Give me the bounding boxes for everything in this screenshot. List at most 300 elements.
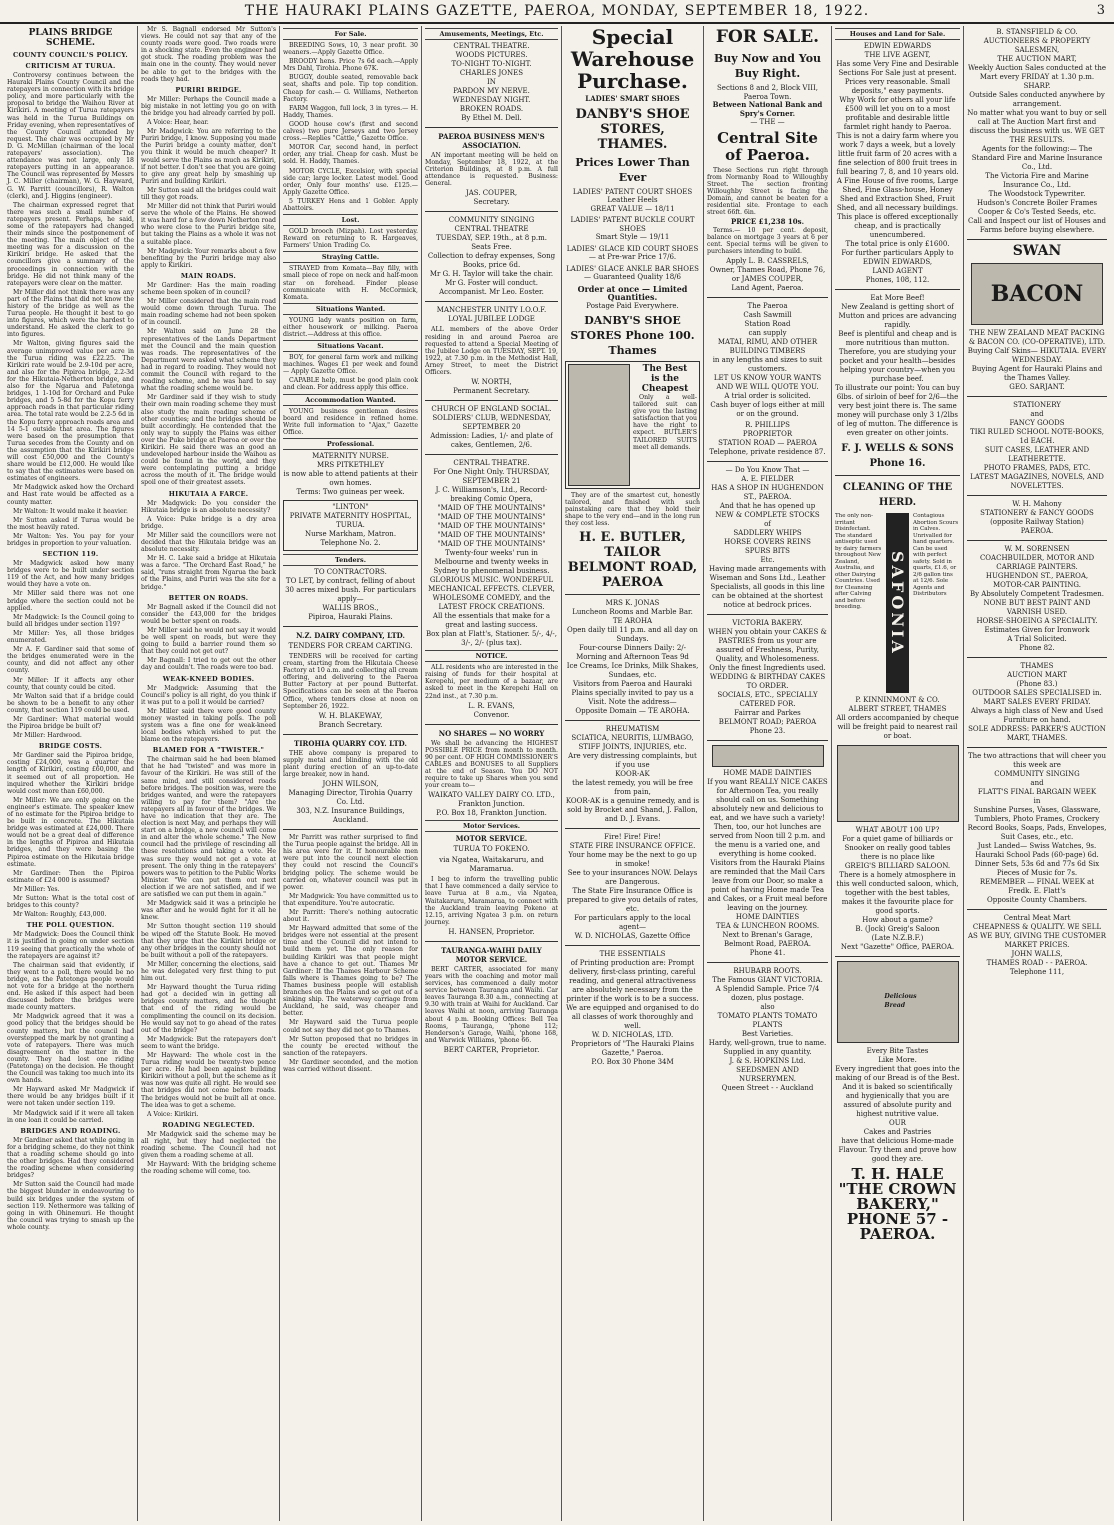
newspaper-columns (4, 26, 1110, 1521)
ad-line: We are equipped and organised to do all classes of work thoroughly and well. (566, 1004, 699, 1031)
ad-line: EDWIN EDWARDS, (862, 258, 933, 266)
ad-line: JAS. COUPER, (465, 189, 518, 198)
ad-line: F. J. WELLS & SONS (841, 443, 954, 454)
ad-line: DANBY'S SHOE (575, 106, 690, 122)
ad-line: WHEN you obtain your CAKES & PASTRIES from us your are assured of Freshness, Purity, Quality, and Wholesomeness. (708, 628, 827, 664)
paragraph: Mr Madgwick said it was a principle he was after and he would fight for it all he knew. (141, 900, 276, 922)
ad-line: Leather Heels (607, 196, 658, 204)
article-body (7, 560, 134, 739)
ad-line: Always a high class of New and Used Furniture on hand. (970, 707, 1104, 724)
man-illustration (568, 364, 630, 486)
ad-line: All orders accompanied by cheque will be freight paid to nearest rail or boat. (836, 714, 959, 740)
paragraph: GOOD house cow's (first and second calves) two pure Jerseys and two Jersey cross.—Replies "Cattle," Gazette Office. (283, 120, 418, 143)
masthead-title: THE HAURAKI PLAINS GAZETTE, PAEROA, MONDAY, SEPTEMBER 18, 1922. (244, 3, 870, 19)
article-body (141, 282, 276, 487)
quarry-body: THE above company is prepared to supply metal and blinding with the old plant during erection of an up-to-date large breaker, now in hand. (283, 749, 418, 778)
ad-line: THE LIVE AGENT, (864, 51, 931, 59)
classified-item: YOUNG lady wants position on farm, either housework or milking. Paeroa district.—Address at this office. (283, 316, 418, 338)
ad-line: or JAMES COUPER, (731, 275, 804, 284)
article-body (141, 26, 276, 83)
danby-name (565, 107, 700, 152)
ad-line: Secretary. (473, 198, 510, 207)
ad-line: Pipiroa, Hauraki Plains. (308, 612, 393, 621)
ad-line: (Phone 83.) (1016, 680, 1058, 688)
paragraph: Mr Gardiner: Then the Pipiroa estimate of £24 000 is assumed? (7, 869, 134, 884)
ad-line: The Victoria Fire and Marine Insurance Co., Ltd. (985, 172, 1089, 189)
flatt-ad (967, 752, 1107, 905)
paragraph: Mr Miller, concerning the elections, said he was delegated very first thing to put him out. (141, 960, 276, 983)
ad-line: CHARLES JONES (459, 69, 524, 77)
ad-line: A Splendid Sample. Price 7/4 dozen, plus postage. (715, 985, 820, 1003)
ad-line: AUCTION MART (1007, 671, 1067, 679)
ad-line: Hardy, well-grown, true to name. Supplied in any quantity. (708, 1039, 827, 1057)
paragraph: Mr A. F. Gardiner said that some of the bridges enumerated were in the county, and did not affect any other county. (7, 646, 134, 675)
ad-line: Cash buyer of logs either at mill or on the ground. (710, 401, 825, 419)
ad-line: Etc. (760, 556, 775, 565)
ad-line: TURUA. (336, 520, 365, 529)
classified-item: STRAYED from Komata—Bay filly, with small piece of rope on neck and half-moon star on forehead. Finder please communicate with H. McCormick, Komata. (283, 265, 418, 301)
ad-line: KOOR-AK (615, 770, 650, 779)
ad-line: HAS A SHOP IN HUGHENDON ST., PAEROA. (711, 484, 824, 502)
ad-line: Permanent Secretary. (453, 387, 530, 396)
buy-now (707, 51, 828, 81)
paragraph: Mr Miller: We are only going on the engineer's estimate. The speaker knew of no estimate for the Pipiroa bridge to be built in concrete. The Hikutaia bridge was estimated at £24,000. There would not be a great deal of difference in the lengths of Pipiroa and Hikutaia bridges, and they were basing the Pipiroa estimate on the Hikutaia bridge estimate. (7, 796, 134, 868)
ad-line: can supply (748, 329, 787, 338)
ad-line: LET US KNOW YOUR WANTS AND WE WILL QUOTE YOU. (713, 374, 822, 392)
paragraph: Mr Miller said there were good county money wasted in taking polls. The poll system was a fine one for weak-kneed local bodies which wished to put the blame on the ratepayers. (141, 707, 276, 744)
sections-line: Sections 8 and 2, Block VIII, Paeroa Town. (717, 84, 818, 101)
ad-line: L. R. EVANS, (468, 701, 515, 710)
ad-line: Station Road (744, 320, 791, 329)
ad-line: PHONE 57 - PAEROA. (846, 1210, 949, 1243)
ad-line: MATERNITY NURSE. (312, 451, 389, 460)
houses-head: Houses and Land for Sale. (835, 28, 960, 40)
stansfield-ad (967, 28, 1107, 235)
dairy-title: N.Z. DAIRY COMPANY, LTD. (296, 630, 405, 640)
ad-line: 303, N.Z. Insurance Buildings, Auckland. (296, 807, 405, 825)
ad-line: Central Site (717, 128, 818, 147)
ad-line: Fire! Fire! Fire! (604, 833, 661, 842)
ad-line: — Do You Know That — (725, 466, 810, 475)
paragraph: Mr Hayward: With the bridging scheme the roading scheme will come, too. (141, 1161, 276, 1176)
victoria-bakery-ad (707, 619, 828, 736)
ad-line: A trial order is solicited. (724, 392, 811, 401)
paragraph: Mr Hayward said the Turua people could not say they did not go to Thames. (283, 1019, 418, 1034)
quarry-title: TIROHIA QUARRY COY. LTD. (294, 738, 407, 748)
ad-line: A Fine House of five rooms, Large Shed, Fine Glass-house, Honey Shed and Extraction Shed, Fruit Shed, and all necessary buildings. (836, 177, 959, 212)
ad-line: PROPRIETOR (742, 430, 793, 439)
ad-line: W. M. SORENSEN (1004, 545, 1070, 553)
motor-signature: H. HANSEN, Proprietor. (448, 927, 535, 936)
classified-head: Lost. (283, 214, 418, 226)
ad-line: Has some Very Fine and Desirable Sections For Sale just at present. Prices very reasonable. Small deposits," easy payments. (836, 60, 959, 95)
phillips-ad (707, 421, 828, 457)
ad-line: HOME MADE DAINTIES (723, 769, 812, 778)
swan-title: SWAN (1012, 243, 1062, 259)
ad-line: CENTRAL THEATRE. (453, 42, 530, 50)
ad-line: Land Agent, Paeroa. (731, 284, 804, 293)
ad-line: "THE CROWN BAKERY," (838, 1180, 957, 1213)
ad-line: MRS K. JONAS (605, 599, 660, 608)
ad-line: RHUBARB ROOTS. (733, 967, 802, 976)
paragraph: Mr Sutton thought section 119 should be wiped off the Statute Book. He moved that they urge that the Kirikiri bridge or any other bridges in the county should not be built without a poll of the ratepayers. (141, 923, 276, 959)
shares-body: We shall be advancing the HIGHEST POSSIBLE PRICE from month to month. 90 per cent. OF HIGH COMMISSIONER'S CABLES and BONUSES to all Suppliers at the end of Season. You DO NOT require to take up Shares when you send your cream to— (425, 739, 558, 790)
article-body (7, 752, 134, 918)
ad-line: Are very distressing complaints, but if you use (568, 752, 697, 770)
section-head: BRIDGES AND ROADING. (20, 1126, 121, 1135)
ad-line: W. H. BLAKEWAY, (318, 711, 383, 720)
paragraph: Mr Madgwick: You have committed us to that expenditure. You're autocratic. (283, 892, 418, 907)
motor-via: via Ngatea, Waitakaruru, and Maramarua. (439, 856, 544, 874)
paragraph: Mr Gardiner seconded, and the motion was carried without dissent. (283, 1058, 418, 1073)
headline: PLAINS BRIDGE SCHEME. (28, 28, 113, 48)
ad-line: New Zealand is getting short of Mutton and prices are advancing rapidly. (838, 303, 957, 329)
ad-line: Phone 16. (869, 458, 926, 469)
section-head: BLAMED FOR A "TWISTER." (152, 746, 265, 755)
ad-line: "MAID OF THE MOUNTAINS" (437, 504, 546, 513)
ad-line: Estimates Given for Ironwork (984, 626, 1090, 634)
ad-line: See to your insurances NOW. Delays are Dangerous. (567, 869, 698, 887)
ad-line: Luncheon Rooms and Marble Bar. (572, 608, 693, 617)
shares-signature (425, 791, 558, 818)
paragraph: BUGGY, double seated, removable back seat, shafts and pole. Tip top condition. Cheap for cash.— G. Williams, Netherton Factory. (283, 74, 418, 103)
tastes-ad (835, 1047, 960, 1164)
ad-line: TAILOR (604, 545, 661, 561)
tauranga-signature: BERT CARTER, Proprietor. (443, 1045, 540, 1054)
section-head: WEAK-KNEED BODIES. (162, 674, 255, 683)
paragraph: Mr S. Bagnall endorsed Mr Sutton's views. He could not say that any of the county roads were good. Two roads were in a shocking state. Even the engineer had got stuck. The roading problem was the main one in the county. They would never be able to get to the bridges with the roads they had. (141, 26, 276, 83)
subhead: COUNTY COUNCIL'S POLICY. (13, 51, 128, 59)
ad-line: Telephone, private residence 87. (709, 448, 826, 457)
ad-line: TIKI RULED SCHOOL NOTE-BOOKS, 1d EACH. (970, 428, 1104, 445)
fielder-ad (707, 466, 828, 610)
ad-line: Buying Agent for Hauraki Plains and the Thames Valley. (971, 365, 1103, 382)
ad-line: WALLIS BROS., (322, 603, 379, 612)
paragraph: Mr Madgwick: Is the Council going to build all bridges under section 119? (7, 613, 134, 628)
ad-line: Four-course Dinners Daily: 2/- (578, 644, 686, 653)
paragraph: The chairman expressed regret that there was such a small number of ratepayers present. Perhaps, he said, some of the ratepayers had changed their minds since the postponement of the meeting. The main object of the meeting was for a discussion on the Kirikiri bridge. He asked that the councillors give a summary of the proceedings in connection with the bridge. He did not think many of the ratepayers were clear on the matter. (7, 201, 134, 287)
paragraph: Mr Madgwick: Assuming that the Council's policy is all right, do you think if it was put to a poll it would be carried? (141, 684, 276, 706)
beef-ad (835, 294, 960, 438)
ad-line: SUIT CASES, LEATHER AND LEATHERETTE. (984, 446, 1090, 463)
paragraph: Mr Miller: Yes. (13, 885, 60, 893)
for-sale-title: FOR SALE. (715, 27, 820, 47)
ad-line: £500 will let you on to a most profitable and desirable little farmlet right handy to Paeroa. (843, 105, 952, 131)
classified-item: GOLD brooch (Mizpah). Lost yesterday. Reward on returning to R. Hargeaves, Farmers' Union Trading Co. (283, 228, 418, 250)
ad-line: GEO. SARJANT. (1009, 383, 1065, 391)
paragraph: Mr Gardiner asked that while going in for a bridging scheme, do they not think that a roading scheme should go into the other bridges. Had they considered the roading scheme when considering bridges? (7, 1136, 134, 1180)
quarry-signature (283, 780, 418, 825)
best-body-2: They are of the smartest cut, honestly tailored, and finished with such painstaking care that they hold their shape to the very end—and in the long run they cost less. (565, 492, 700, 528)
linton-hospital-ad (283, 500, 418, 551)
ad-line: How about a game? (862, 916, 933, 924)
ad-line: NONE BUT BEST PAINT AND VARNISH USED. (983, 599, 1091, 616)
ad-line: LADIES' GLACE KID COURT SHOES— at Pre-war Price 17/6. (566, 244, 699, 261)
section-head: HIKUTAIA A FARCE. (168, 489, 249, 498)
ad-line: TO LET, by contract, felling of about 30 acres mixed bush. For particulars apply— (285, 576, 416, 603)
ad-line: HUGHENDON ST., PAEROA, (985, 572, 1089, 580)
church-social-ad (425, 405, 558, 450)
column-1 (4, 26, 138, 1521)
ad-line: RHEUMATISM (605, 725, 660, 734)
ad-line: PHOTO FRAMES, PADS, ETC. (983, 464, 1091, 472)
ad-line: OUTDOOR SALES SPECIALISED in. (972, 689, 1102, 697)
paragraph: Mr Gardiner said if they wish to study their own main roading scheme they must also study the main roading scheme of other counties; and the bridges should be built accordingly. He contended that the only way to supply the Plains was either over the Puke bridge at Paeroa or over the Kirikiri. He said there was an good an undeveloped harbour inside the Waihou as could be found in the world, and they were contemplating putting a bridge across the mouth of it. The bridge would spoil one of their greatest assets. (141, 394, 276, 487)
ad-line: The Woodstock Typewriter. (988, 190, 1086, 198)
maid-of-mountains-ad (425, 459, 558, 648)
article-body (141, 756, 276, 1118)
bacon-logo (971, 263, 1103, 325)
paragraph: Mr Walton said on June 28 the representatives of the Lands Department met the Council and the main question was roads. The representatives of the Department were asked what scheme they had in regard to roading. They would not commit the Council with regard to the roading scheme, and he was hard to say what the roading scheme would be. (141, 328, 276, 393)
ad-line: JOHN WALLS, (1011, 950, 1063, 958)
business-body: AN important meeting will be held on Monday, September 18, 1922, at the Criterion Buildings, at 8 p.m. A full attendance is requested. Business: General. (425, 152, 558, 188)
paragraph: Mr Miller said he would not say it would be well spent on roads, but were they going to build a barrier round them so that they could not get out? (141, 626, 276, 656)
billiards-ad (835, 826, 960, 952)
ad-line: Phone 41. (749, 949, 786, 958)
column-2 (138, 26, 280, 1521)
ad-line: NEW & COMPLETE STOCKS (715, 511, 820, 520)
paragraph: Mr H. C. Lake said a bridge at Hikutaia was a farce. "The Orchard East Road," he said, "runs straight from Ngarua the back of the Plains, and Puriri was the site for a bridge." (141, 555, 276, 591)
ad-line: SADDLERY WHIPS (733, 529, 802, 538)
ad-line: SOLE ADDRESS: PARKER'S AUCTION MART, THAMES. (968, 725, 1106, 742)
paragraph: Mr Walton said that if a bridge could be shown to be a benefit to any other county, that section 119 could be used. (7, 692, 134, 714)
paragraph: Mr Miller did not think that Puriri would serve the whole of the Plains. He showed it was hard for a few down Netherton road who were close to the Puriri bridge site, but taking the Plains as a whole it was not a suitable place. (141, 203, 276, 246)
ad-line: MOTOR-CAR PAINTING. (993, 581, 1081, 589)
ad-line: SEEDSMEN AND NURSERYMEN. (736, 1066, 799, 1084)
paragraph: Mr Hayward: The whole cost in the Turua riding would be twenty-two pence per acre. He had been against building Kirikiri without a poll, but the scheme as it was now was quite all right. He would see that bridges did not come before roads. The bridges would not be built all at once. The idea was to get a scheme. (141, 1052, 276, 1109)
ad-line: The State Fire Insurance Office is prepared to give you details of rates, etc. (566, 887, 699, 914)
classified-item: YOUNG business gentleman desires board and residence in refined home. Write full information to "Ajax," Gazette Office. (283, 407, 418, 436)
paragraph: Mr Miller said there was not one bridge where the section could not be applied. (7, 590, 134, 612)
ad-line: J. & S. HOPKINS Ltd. (729, 1057, 806, 1066)
shoe-item (565, 216, 700, 242)
dairy-body: TENDERS will be received for carting cream, starting from the Hikutaia Cheese Factory at 10 a.m. and collecting all cream offering, and delivering to the Paeroa Butter Factory at per pound Butterfat. Specifications can be seen at the Paeroa Office, where tenders close at noon on September 26, 1922. (283, 652, 418, 710)
central-body: These Sections run right through from Normanby Road to Willoughby Street. The section fronting Willoughby Street is facing the Domain, and cannot be beaten for a residential site. Frontage to each street 66ft. 6in. (707, 166, 828, 217)
section-head: BRIDGE COSTS. (38, 742, 103, 751)
ad-line: and (1030, 410, 1044, 418)
ad-line: Proprietors of "The Hauraki Plains Gazette," Paeroa. (571, 1040, 694, 1058)
ad-line: VICTORIA BAKERY. (732, 619, 803, 628)
paragraph: Mr Walton: Roughly, £43,000. (13, 911, 107, 919)
paragraph: Mr Walton, giving figures said the average unimproved value per acre in the Turua riding was £22.25. The Kirikiri rate would be 2.9-10d per acre, and also for the Pipiroa bridge, 2.2-3d for the Hikutaia-Netherton bridge, and also for the Ngarua and Patetonga bridges, 1 1-10d for Orchard and Puke bridges, and 5 5-8d for the Kopu ferry approach roads in that particular riding area. The total rate would be 2.2-5 6d in the Kopu ferry approach roads area and 14 5-1 outside that area. The figures were based on the presumption that Turua secedes from the County and on the assumption that the Kirikiri bridge will cost £50,000 and the County's share would be £12,000. He would like to say that the estimates were based on estimates of engineers. (7, 340, 134, 483)
paragraph: BROODY hens. Price 7s 6d each.—Apply Mrs Dahl, Tirohia. Phone 67K. (283, 58, 418, 73)
order-line: Order at once — Limited Quantities. (577, 283, 688, 302)
ad-line: Call and Inspect our list of Houses and Farms before buying elsewhere. (967, 217, 1107, 234)
ad-line: is now able to attend patients at their own homes. (283, 469, 418, 487)
prices-line: Prices Lower Than Ever (575, 155, 690, 184)
lodge-title (425, 306, 558, 324)
ad-line: W. NORTH, (471, 378, 512, 387)
ad-line: Hauraki School Pads (60-page) 6d. Dinner Sets, 53s 6d and 77s 6d Six Pieces of Music for 7s. (974, 851, 1100, 877)
ad-line: PAEROA. (1020, 527, 1054, 535)
paragraph: Mr Miller: Hardwood. (13, 732, 82, 740)
ad-line: W. H. Mahony (1012, 500, 1062, 508)
ad-line: Convenor. (473, 710, 510, 719)
notice-signature (425, 702, 558, 720)
paragraph: Mr Hayward thought the Turua riding had got a decided win in getting all bridges county matters, and he thought that end of the riding would be complimenting the council on its decision. He would say not to go ahead of the rates out of the bridge? (141, 984, 276, 1034)
dairy-signature (283, 712, 418, 730)
ad-line: Opposite County Chambers. (987, 896, 1087, 904)
edwards-ad (835, 42, 960, 285)
ad-line: SPURS BITS (745, 547, 790, 556)
ad-line: STORES, (600, 121, 665, 137)
ad-line: Next "Gazette" Office, PAEROA. (840, 943, 955, 951)
ad-line: W. D. NICHOLAS, LTD. (591, 1031, 674, 1040)
ad-line: Telephone 111, (1009, 968, 1065, 976)
cleaning-left: The only non-irritant Disinfectant. The standard antiseptic used by dairy farmers throughout New Zealand, Australia, and other Dairying Countries. Used for Cleansing after Calving and before breeding. (835, 513, 882, 610)
ad-line: Outside Sales conducted anywhere by arrangement. (969, 91, 1105, 108)
central-theatre-ad (425, 42, 558, 123)
ad-line: SOCIALS, ETC., SPECIALLY CATERED FOR. (717, 691, 818, 709)
ad-line: LAND AGENT (872, 267, 923, 275)
paragraph: CAPABLE help, must be good plain cook and clean. For address apply this office. (283, 377, 418, 392)
butler-ad (565, 361, 700, 489)
ad-line: TEA & LUNCHEON ROOMS. (715, 922, 820, 931)
ad-line: P.O. Box 30 Phone 34M (591, 1058, 674, 1067)
paragraph: 5 TURKEY Hens and 1 Gobler. Apply Abattoirs. (283, 197, 418, 212)
ad-line: STATIONERY & FANCY GOODS (980, 509, 1094, 517)
ad-line: Morning and Afternoon Teas 9d (576, 653, 689, 662)
ad-line: BROKEN ROADS. (459, 105, 524, 113)
ad-line: Ice Creams, Ice Drinks, Milk Shakes, Sundaes, etc. (566, 662, 699, 680)
lodge-signature (425, 378, 558, 396)
ad-line: TOMATO PLANTS TOMATO PLANTS (717, 1012, 818, 1030)
paragraph: The chairman said that evidently, if they went to a poll, there would be no bridge, as the Patetonga people would not vote for a bridge at the northern end. He asked if this aspect had been discussed before the bridges were made county matters. (7, 961, 134, 1012)
ad-line: FANCY GOODS (1009, 419, 1065, 427)
mahony-ad (967, 500, 1107, 536)
ad-line: Terms: Two guineas per week. (296, 487, 405, 496)
article-body (141, 1131, 276, 1176)
ad-line: Managing Director, Tirohia Quarry Co. Ltd. (288, 789, 413, 807)
paragraph: Mr Madgwick asked how many bridges were to be built under section 119 of the Act, and how many bridges would they have a vote on. (7, 560, 134, 589)
section-head: THE POLL QUESTION. (26, 921, 115, 930)
paragraph: Mr Madgwick: Does the Council think it is justified in going on under section 119 seeing that practically the whole of the ratepayers are against it? (7, 931, 134, 960)
ad-line: Buying Calf Skins— HIKUTAIA. EVERY WEDNESDAY. (967, 347, 1107, 364)
ad-line: Open daily till 11 p.m. and all day on Sundays. (567, 626, 698, 644)
ad-line: A. E. FIELDER (741, 475, 794, 484)
bread-illustration (837, 961, 959, 1043)
rhubarb-ad (707, 967, 828, 1093)
ad-line: PRIVATE MATERNITY HOSPITAL, (289, 511, 412, 520)
ad-line: COMMUNITY SINGING (448, 216, 535, 225)
paragraph: Mr Madgwick: Your remarks about a few benefiting by the Puriri bridge may also apply to Kirikiri. (141, 247, 276, 269)
hale-name (835, 1167, 960, 1242)
ad-line: Owner, Thames Road, Phone 76, (709, 266, 826, 275)
price-line: PRICE £1,238 10s. (730, 217, 805, 227)
paragraph: Mr Madgwick: But the ratepayers don't seem to want the bridge. (141, 1035, 276, 1050)
ad-line: STATIONERY (1013, 401, 1061, 409)
bacon-company-ad (967, 329, 1107, 392)
classified-head: Accommodation Wanted. (283, 394, 418, 406)
ad-line: of Printing production are: Prompt delivery, first-class printing, careful reading, and general attractiveness are absolutely necessary from the printer if the work is to be a success. (566, 959, 699, 1004)
paragraph: The chairman said he had been blamed that he had "twisted" and was more in favour of the Kirikiri. He was still of the same mind, and still considered roads before bridges. The position was, were the bridges wanted, and were the ratepayers willing to pay for them? "Are the ratepayers all in favour of the bridges. We have no indication that they are. The election is next May, and perhaps they will start on a bridge, a new council will come in and alter the whole scheme." The New council had the privilege of rescinding all these resolutions and taking a vote. He was sure they would not get a vote at present. The only thing in the ratepayers' powers was to petition to the Public Works Minister. "We can put them out next election if we are not satisfied, and if we are satisfied we can put them in again." (141, 756, 276, 899)
ad-line: of (764, 520, 771, 529)
between-line: Between National Bank and Spry's Corner. (712, 100, 823, 118)
paragraph: Mr Walton: It would make it heavier. (13, 507, 128, 515)
terms-body: Terms.— 10 per cent. deposit, balance on mortgage 3 years at 6 per cent. Special terms will be given to purchasers intending to build. (707, 226, 828, 255)
sorensen-ad (967, 545, 1107, 653)
ad-line: Buy Right. (734, 67, 801, 80)
billiards-illustration (837, 745, 959, 822)
ad-line: Your home may be the next to go up in smoke! (568, 851, 697, 869)
ad-line: "MAID OF THE MOUNTAINS" (437, 531, 546, 540)
ad-line: To illustrate our point: You can buy 6lbs. of sirloin of beef for 2/6—the very best joint there is. The same money will purchase only 3 1/2lbs of leg of mutton. The difference is even greater on other joints. (835, 384, 960, 437)
ad-line: COMMUNITY SINGING (994, 770, 1080, 778)
paragraph: FARM Waggon, full lock, 3 in tyres.— H. Haddy, Thames. (283, 104, 418, 119)
article-body (7, 72, 134, 547)
ad-line: is the (650, 374, 680, 384)
article-body (141, 685, 276, 744)
ad-line: And that he has opened up (719, 502, 816, 511)
butler-name (565, 530, 700, 590)
bacon-word: BACON (990, 281, 1084, 307)
ad-line: MART SALES EVERY FRIDAY. (983, 698, 1091, 706)
classified-head: Straying Cattle. (283, 251, 418, 263)
shoe-item (565, 245, 700, 262)
ad-line: Telephone No. 2. (320, 538, 381, 547)
ad-line: THE ESSENTIALS (599, 950, 666, 959)
ad-line: Buy Now and You (713, 52, 822, 65)
dairy-subtitle: TENDERS FOR CREAM CARTING. (288, 641, 413, 650)
ad-line: of Paeroa. (725, 145, 810, 164)
paragraph: Mr Hayward admitted that some of the bridges were not essential at the present time and the Council did not intend to build them yet. The only reason for building Kirikiri was that people might have a chance to get out. Thames Mr Gardiner: If the Thames Harbour Scheme falls where is Thames going to be? The Thames business people will establish branches on the Plains and so get out of a sinking ship. The waterway carriage from Auckland, he said, was cheaper and better. (283, 925, 418, 1018)
ad-line: REMEMBER — FINAL WEEK at (979, 878, 1095, 886)
ad-line: The total price is only £1600. (845, 240, 950, 248)
classified-head: Professional. (283, 438, 418, 450)
kinninmont-ad (835, 696, 960, 741)
ad-line: THAMES ROAD - - PAEROA. (986, 959, 1088, 967)
subhead-2: CRITICISM AT TURUA. (25, 62, 116, 70)
ad-line: Box plan at Flatt's, Stationer. 5/-, 4/-, 3/-, 2/- (plus tax). (426, 630, 557, 648)
ad-line: Smart Style — 19/11 (595, 233, 670, 241)
stationery-ad (967, 401, 1107, 491)
ad-line: LOYAL JUBILEE LODGE (448, 315, 535, 324)
ad-line: (Late N.Z.B.F.) (871, 934, 924, 942)
ad-line: If you want REALLY NICE CAKES for Afternoon Tea, you really should call on us. Something absolutely new and delicious to eat, and we have such a variety! (707, 778, 828, 823)
column-5 (562, 26, 704, 1521)
ad-line: KOOR-AK is a genuine remedy, and is sold by Brocket and Shand, J. Fallon, and D. J. Evans. (565, 797, 700, 824)
paragraph: Mr Miller did not think there was any part of the Plains that did not know the history of the bridge as well as the Turua people. He thought it best to go into figures, which were the hardest to understand. He asked the clerk to go into figures. (7, 288, 134, 339)
paragraph: MOTOR Car, second hand, in perfect order, any trial. Cheap for cash. Must be sold. H. Haddy, Thames. (283, 144, 418, 166)
ad-line: For a quiet game of billiards or Snooker on really good tables there is no place like (842, 835, 953, 861)
ad-line: "MAID OF THE MOUNTAINS" (437, 513, 546, 522)
warehouse-title-2: Purchase. (577, 69, 688, 93)
thames-auction-mart-ad (967, 662, 1107, 743)
shoe-item (565, 188, 700, 214)
ad-line: PARDON MY NERVE. (453, 87, 530, 95)
ad-line: WEDDING & BIRTHDAY CAKES TO ORDER. (709, 673, 826, 691)
ad-line: For One Night Only. THURSDAY, SEPTEMBER 21 (433, 468, 550, 486)
motor-body: I beg to inform the travelling public that I have commenced a daily service to leave Turua at 8 a.m., via Ngatea, Waitakaruru, Maramarua, to connect with the Auckland train leaving Pokeno at 12.15, arriving Ngatea 3 p.m. on return journey. (425, 876, 558, 926)
ad-line: Like More. (878, 1056, 917, 1064)
ad-line: B. (Jock) Greig's Saloon (855, 925, 940, 933)
ad-line: BELMONT ROAD; PAEROA (718, 718, 817, 727)
paragraph: Mr Gardiner: Has the main roading scheme been spoken of in council? (141, 281, 276, 296)
ad-line: "LINTON" (332, 502, 369, 511)
ad-line: CENTRAL THEATRE (454, 225, 529, 234)
ad-line: THAMES. (597, 136, 668, 152)
ad-line: Nurse Markham, Matron. (304, 529, 397, 538)
ad-line: TO-NIGHT TO-NIGHT. (451, 60, 532, 68)
paragraph: Mr Parritt: There's nothing autocratic about it. (283, 909, 418, 924)
ad-line: STATION ROAD — PAEROA (718, 439, 817, 448)
ad-line: LADIES' PATENT BUCKLE COURT SHOES (570, 216, 695, 233)
ad-line: The Famous GIANT VICTORIA. (712, 976, 823, 985)
ad-line: Then, too, our hot lunches are served from Noon till 2 p.m. and the menu is a varied one, and everything is home cooked. (709, 823, 826, 859)
ad-line: B. STANSFIELD & CO. (996, 28, 1078, 36)
ad-line: CHURCH OF ENGLAND SOCIAL. (431, 405, 552, 414)
business-signature (425, 189, 558, 207)
